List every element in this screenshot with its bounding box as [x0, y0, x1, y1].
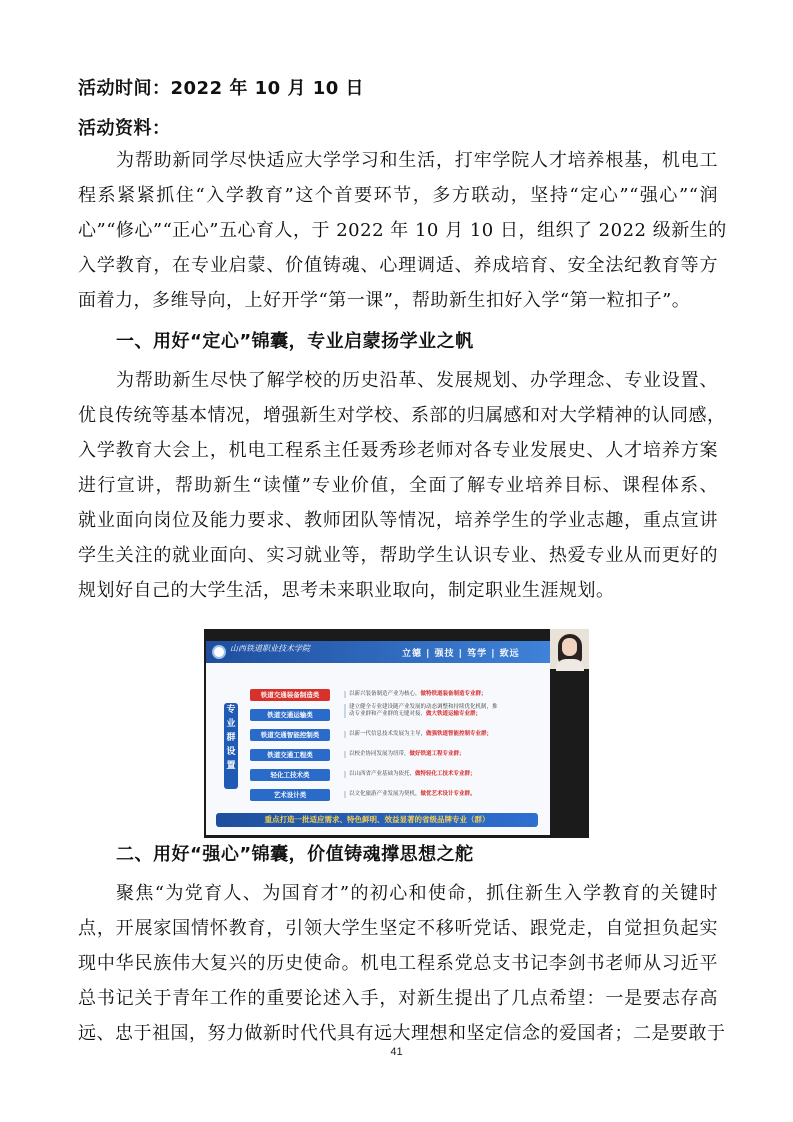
paragraph-line: 就业面向岗位及能力要求、教师团队等情况，培养学生的学业志趣，重点宣讲: [78, 510, 718, 531]
section-1-heading: 一、用好“定心”锦囊，专业启蒙扬学业之帆: [116, 331, 474, 352]
major-category: 艺术设计类: [250, 789, 330, 801]
description-text: 以校企协同发展为纽带，: [349, 751, 410, 757]
category-description: [344, 731, 534, 738]
label-char: 设: [226, 747, 236, 757]
slide-header: [206, 641, 550, 663]
paragraph-line: 点，开展家国情怀教育，引领大学生坚定不移听党话、跟党走，自觉担负起实: [78, 918, 718, 939]
label-char: 群: [226, 733, 236, 743]
major-category: 铁道交通运输类: [250, 709, 330, 721]
category-description: [344, 771, 534, 778]
school-logo-icon: [212, 645, 226, 659]
description-highlight: 做强铁道智能控制专业群；: [426, 731, 493, 737]
paragraph-line: 入学教育大会上，机电工程系主任聂秀珍老师对各专业发展史、人才培养方案: [78, 440, 718, 461]
description-text: 以山西省产业基础为依托，: [349, 771, 416, 777]
description-text: 以新兴装备制造产业为核心，: [349, 691, 421, 697]
description-text: 以新一代信息技术发展为主导，: [349, 731, 427, 737]
major-category: 铁道交通工程类: [250, 749, 330, 761]
paragraph-line: 聚焦“为党育人、为国育才”的初心和使命，抓住新生入学教育的关键时: [116, 883, 718, 904]
paragraph-line: 面着力，多维导向，上好开学“第一课”，帮助新生扣好入学“第一粒扣子”。: [78, 290, 691, 311]
video-thumbnail: [550, 629, 589, 669]
major-category: 铁道交通智能控制类: [250, 729, 330, 741]
speaker-body: [556, 659, 584, 671]
activity-materials-heading: 活动资料：: [78, 118, 171, 139]
lecture-screenshot: [204, 629, 589, 838]
description-text: 建立健全专业建设随产业发展的动态调整和持续优化机制，推动专业群和产业群的无缝对接，: [349, 704, 498, 717]
description-text: 以文化旅游产业发展为契机，: [349, 791, 421, 797]
category-description: [344, 751, 534, 758]
paragraph-line: 入学教育，在专业启蒙、价值铸魂、心理调适、养成培育、安全法纪教育等方: [78, 255, 718, 276]
slide-banner: 重点打造一批适应需求、特色鲜明、效益显著的省级品牌专业（群）: [216, 813, 538, 827]
description-highlight: 做好铁道工程专业群；: [409, 751, 465, 757]
paragraph-line: 现中华民族伟大复兴的历史使命。机电工程系党总支书记李剑书老师从习近平: [78, 953, 718, 974]
description-highlight: 做大铁道运输专业群；: [426, 711, 482, 717]
paragraph-line: 为帮助新生尽快了解学校的历史沿革、发展规划、办学理念、专业设置、: [116, 370, 718, 391]
school-name: 山西铁道职业技术学院: [230, 644, 310, 653]
presentation-slide: [206, 641, 550, 835]
paragraph-line: 优良传统等基本情况，增强新生对学校、系部的归属感和对大学精神的认同感，: [78, 405, 726, 426]
description-highlight: 做特轻化工技术专业群；: [415, 771, 476, 777]
activity-time: 活动时间：2022 年 10 月 10 日: [78, 78, 365, 99]
paragraph-line: 总书记关于青年工作的重要论述入手，对新生提出了几点希望：一是要志存高: [78, 988, 718, 1009]
label-char: 业: [226, 719, 236, 729]
paragraph-line: 心”“修心”“正心”五心育人，于 2022 年 10 月 10 日，组织了 2022 级新生的: [78, 220, 727, 241]
category-description: [344, 691, 534, 698]
paragraph-line: 进行宣讲，帮助新生“读懂”专业价值，全面了解专业培养目标、课程体系、: [78, 475, 718, 496]
description-highlight: 做优艺术设计专业群。: [420, 791, 476, 797]
paragraph-line: 远、忠于祖国，努力做新时代代具有远大理想和坚定信念的爱国者；二是要敢于: [78, 1023, 726, 1044]
label-char: 专: [226, 705, 236, 715]
major-category: 铁道交通装备制造类: [250, 689, 330, 701]
description-highlight: 做特铁道装备制造专业群；: [420, 691, 487, 697]
major-category: 轻化工技术类: [250, 769, 330, 781]
category-description: [344, 704, 499, 718]
major-group-label: [224, 703, 238, 789]
speaker-face: [562, 638, 577, 656]
paragraph-line: 为帮助新同学尽快适应大学学习和生活，打牢学院人才培养根基，机电工: [116, 150, 718, 171]
school-motto: 立德 | 强技 | 笃学 | 致远: [402, 649, 520, 659]
label-char: 置: [226, 761, 236, 771]
paragraph-line: 规划好自己的大学生活，思考未来职业取向，制定职业生涯规划。: [78, 580, 615, 601]
page-number: 41: [390, 1046, 403, 1058]
paragraph-line: 学生关注的就业面向、实习就业等，帮助学生认识专业、热爱专业从而更好的: [78, 545, 718, 566]
paragraph-line: 程系紧紧抓住“入学教育”这个首要环节，多方联动，坚持“定心”“强心”“润: [78, 185, 718, 206]
section-2-heading: 二、用好“强心”锦囊，价值铸魂撑思想之舵: [116, 844, 474, 865]
category-description: [344, 791, 534, 798]
